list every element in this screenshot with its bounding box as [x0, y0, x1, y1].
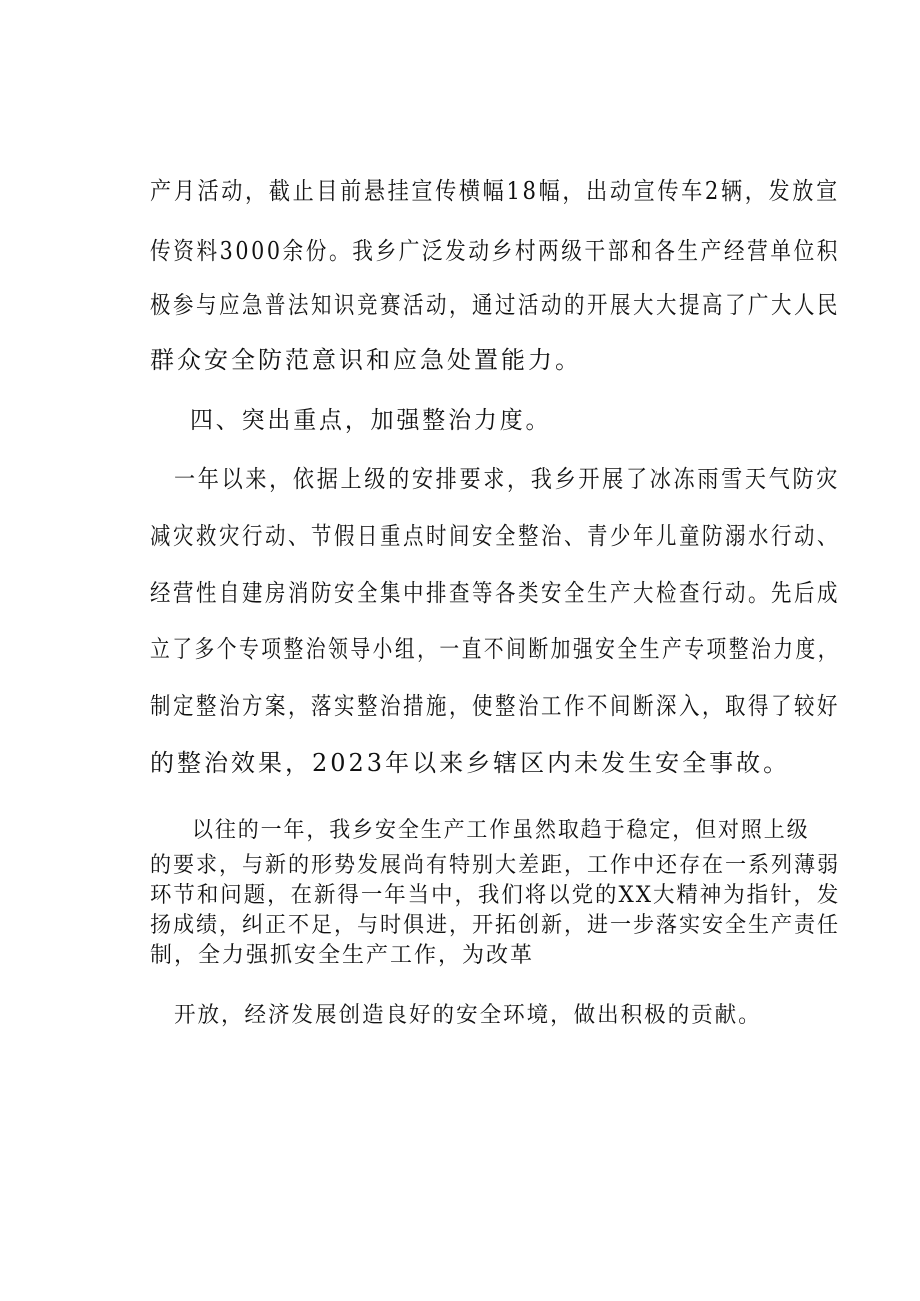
- text-line: 环节和问题，在新得一年当中，我们将以党的XX大精神为指针，发: [150, 883, 841, 908]
- text-line: 制，全力强抓安全生产工作，为改革: [150, 943, 535, 968]
- text-line: 减灾救灾行动、节假日重点时间安全整治、青少年儿童防溺水行动、: [150, 522, 841, 550]
- section-heading: 四、突出重点，加强整治力度。: [190, 406, 552, 434]
- text-line: 产月活动，截止目前悬挂宣传横幅18幅，出动宣传车2辆，发放宣: [150, 177, 840, 205]
- text-line: 传资料3000余份。我乡广泛发动乡村两级干部和各生产经营单位积: [150, 237, 841, 265]
- text-line: 以往的一年，我乡安全生产工作虽然取趋于稳定，但对照上级: [192, 818, 810, 843]
- text-line: 立了多个专项整治领导小组，一直不间断加强安全生产专项整治力度，: [150, 635, 841, 663]
- paragraph-closing: 开放，经济发展创造良好的安全环境，做出积极的贡献。: [174, 1003, 762, 1028]
- text-line: 一年以来，依据上级的安排要求，我乡开展了冰冻雨雪天气防灾: [174, 465, 841, 493]
- text-line: 的要求，与新的形势发展尚有特别大差距，工作中还存在一系列薄弱: [150, 853, 840, 878]
- text-line: 经营性自建房消防安全集中排查等各类安全生产大检查行动。先后成: [150, 579, 841, 607]
- text-line: 极参与应急普法知识竞赛活动，通过活动的开展大大提高了广大人民: [150, 291, 841, 319]
- text-line: 的整治效果，2023年以来乡辖区内未发生安全事故。: [150, 749, 791, 777]
- text-line: 群众安全防范意识和应急处置能力。: [150, 346, 582, 374]
- text-line: 制定整治方案，落实整治措施，使整治工作不间断深入，取得了较好: [150, 692, 841, 720]
- text-line: 扬成绩，纠正不足，与时俱进，开拓创新，进一步落实安全生产责任: [150, 913, 840, 938]
